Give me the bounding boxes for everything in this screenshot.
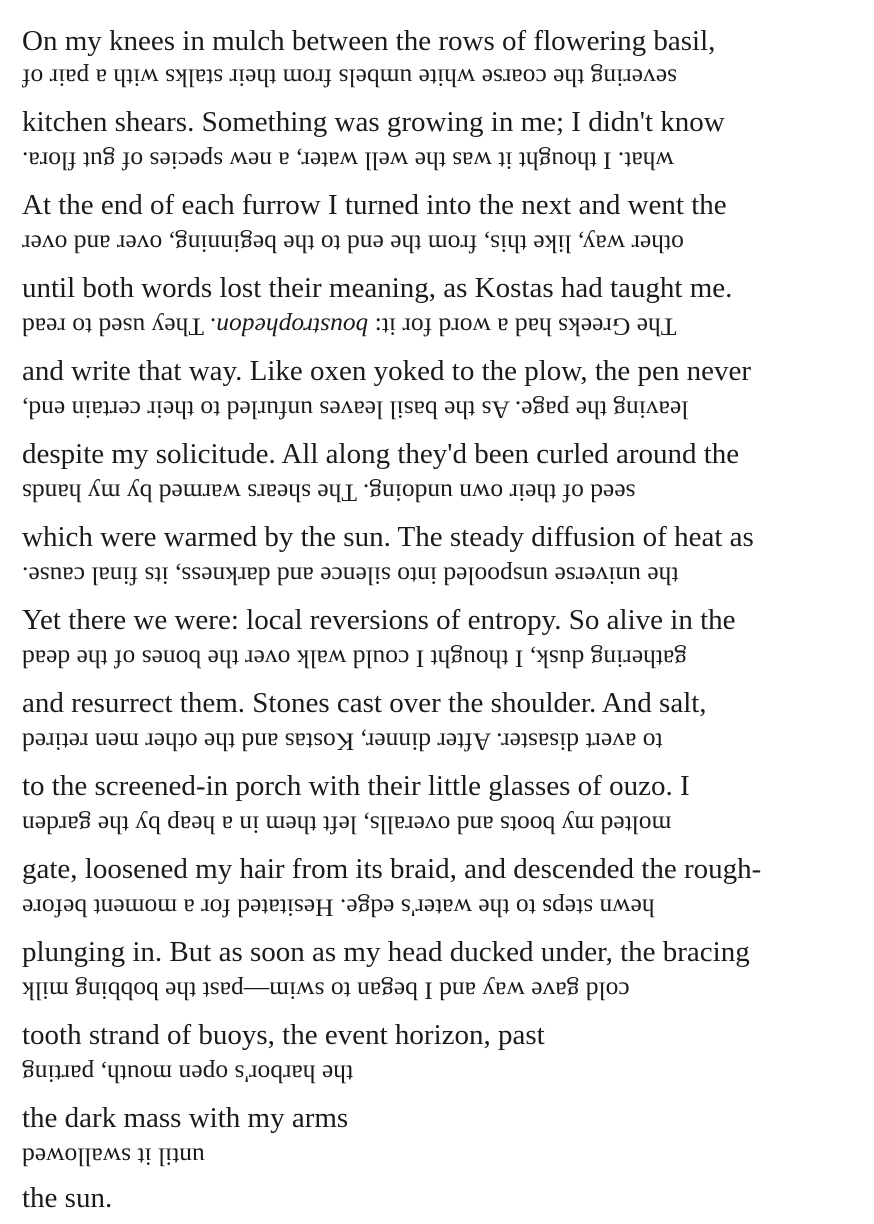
poem-line-inverted: the universe unspooled into silence and darkness, its final cause. [22,561,679,591]
poem-line-inverted: molted my boots and overalls, left them in a heap by the garden [22,810,672,840]
poem-line: and resurrect them. Stones cast over the shoulder. And salt, [22,687,707,719]
poem-line: which were warmed by the sun. The steady diffusion of heat as [22,521,754,553]
poem-line-inverted: severing the coarse white umbels from their stalks with a pair of [22,63,678,93]
poem-line: despite my solicitude. All along they'd been curled around the [22,438,740,470]
poem-line: to the screened-in porch with their little glasses of ouzo. I [22,770,690,802]
poem-line-inverted: seed of their own undoing. The shears warmed by my hands [22,478,636,508]
poem-line-start: The Greeks had a word for it: [368,312,677,342]
poem-line-inverted: other way, like this, from the end to the beginning, over and over [22,229,684,259]
poem-line: gate, loosened my hair from its braid, and descended the rough- [22,853,762,885]
poem-line-inverted: cold gave way and I began to swim—past the bobbing milk [22,976,630,1006]
poem-line: the dark mass with my arms [22,1102,349,1134]
poem-line: Yet there we were: local reversions of entropy. So alive in the [22,604,736,636]
poem-line: and write that way. Like oxen yoked to the plow, the pen never [22,355,752,387]
poem-line: until both words lost their meaning, as Kostas had taught me. [22,272,733,304]
poem-line-inverted: until it swallowed [22,1142,205,1172]
poem-line: kitchen shears. Something was growing in me; I didn't know [22,106,725,138]
poem-line-inverted [22,314,676,340]
poem-line: tooth strand of buoys, the event horizon, past [22,1019,545,1051]
poem-line-inverted: leaving the page. As the basil leaves unfurled to their certain end, [22,395,689,425]
poem-line-inverted: gathering dusk, I thought I could walk over the bones of the dead [22,644,687,674]
poem-line-inverted: the harbor's open mouth, parting [22,1059,354,1089]
poem-line: plunging in. But as soon as my head ducked under, the bracing [22,936,750,968]
poem-line: the sun. [22,1182,113,1214]
poem-line: At the end of each furrow I turned into the next and went the [22,189,727,221]
italic-word: boustrophedon [216,312,369,342]
poem-line-inverted: hewn steps to the water's edge. Hesitated for a moment before [22,893,655,923]
poem-line-inverted: to avert disaster. After dinner, Kostas and the other men retired [22,727,663,757]
poem-line-end: . They used to read [22,312,217,342]
poem-line-inverted: what. I thought it was the well water, a new species of gut flora. [22,146,674,176]
poem-line: On my knees in mulch between the rows of flowering basil, [22,25,716,57]
